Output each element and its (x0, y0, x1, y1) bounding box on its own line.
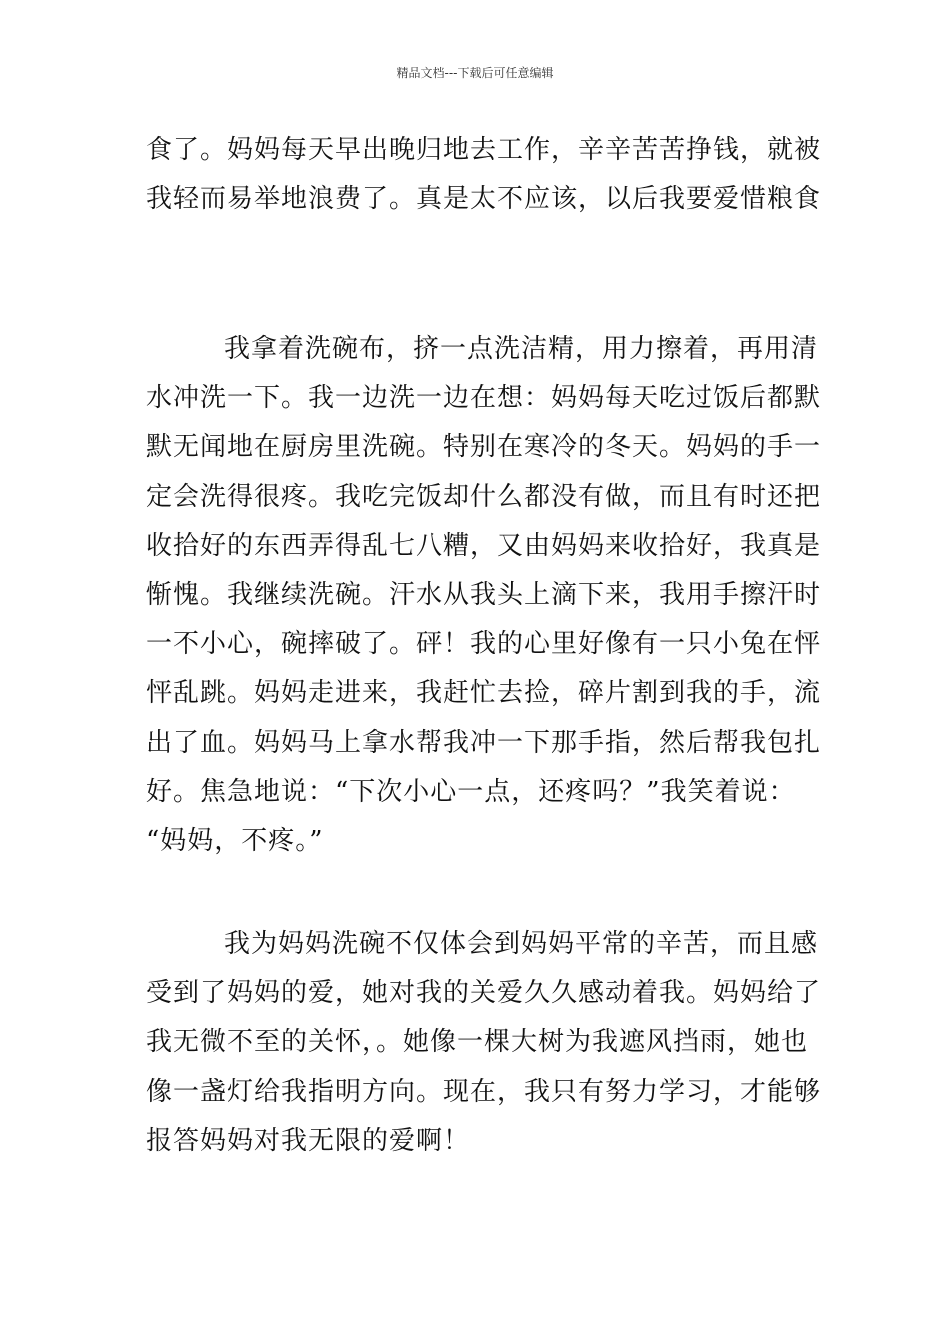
paragraph-2 (146, 325, 822, 866)
page-header: 精品文档---下载后可任意编辑 (396, 66, 554, 80)
paragraph-3 (146, 920, 822, 1166)
text-line: 默无闻地在厨房里洗碗。特别在寒冷的冬天。妈妈的手一 (146, 432, 822, 463)
text-line: 报答妈妈对我无限的爱啊！ (146, 1125, 471, 1156)
text-line: 水冲洗一下。我一边洗一边在想：妈妈每天吃过饭后都默 (146, 383, 822, 414)
text-line: 出了血。妈妈马上拿水帮我冲一下那手指，然后帮我包扎 (146, 727, 822, 758)
text-line: 我轻而易举地浪费了。真是太不应该，以后我要爱惜粮食 (146, 184, 822, 215)
text-line: 我拿着洗碗布，挤一点洗洁精，用力擦着，再用清 (224, 334, 819, 364)
text-line: 我无微不至的关怀，。她像一棵大树为我遮风挡雨，她也 (146, 1027, 809, 1058)
text-line: 食了。妈妈每天早出晚归地去工作，辛辛苦苦挣钱，就被 (146, 135, 822, 165)
text-line: 好。焦急地说：“下次小心一点，还疼吗？”我笑着说： (146, 776, 796, 807)
text-line: 一不小心，碗摔破了。砰！我的心里好像有一只小兔在怦 (146, 629, 822, 660)
text-line: 我为妈妈洗碗不仅体会到妈妈平常的辛苦，而且感 (224, 929, 819, 959)
text-line: “妈妈，不疼。” (146, 825, 324, 856)
text-line: 怦乱跳。妈妈走进来，我赶忙去捡，碎片割到我的手，流 (146, 678, 822, 709)
text-line: 定会洗得很疼。我吃完饭却什么都没有做，而且有时还把 (146, 481, 822, 512)
text-line: 像一盏灯给我指明方向。现在，我只有努力学习，才能够 (146, 1076, 822, 1107)
paragraph-1 (146, 126, 822, 224)
text-line: 惭愧。我继续洗碗。汗水从我头上滴下来，我用手擦汗时 (146, 579, 822, 610)
text-line: 收拾好的东西弄得乱七八糟，又由妈妈来收拾好，我真是 (146, 530, 822, 561)
text-line: 受到了妈妈的爱，她对我的关爱久久感动着我。妈妈给了 (146, 978, 822, 1009)
